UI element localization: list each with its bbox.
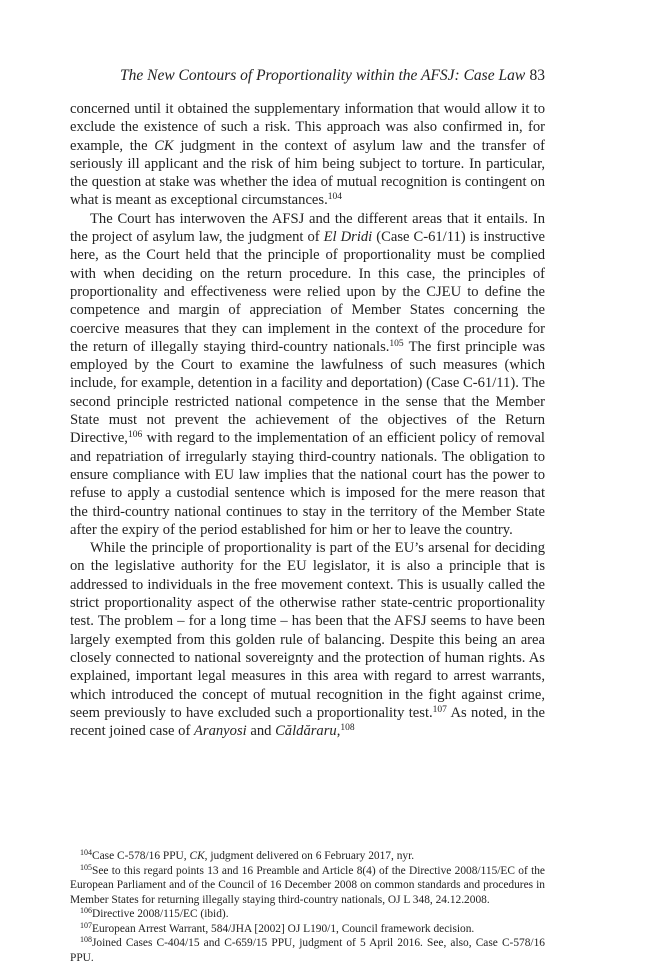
text-span: The first principle was employed by the Court to examine the lawfulness of such measures (which include, for example, detention in a facility and deportation) (Case C-61/11). The second principle restricted national competence in the sense that the Member State must not prevent the achievement of the objectives of the Return Directive, (70, 338, 545, 447)
page-number: 83 (529, 67, 545, 84)
footnote-ref-107[interactable]: 107 (432, 704, 447, 715)
footnote-107 (70, 922, 545, 937)
text-span: , (336, 723, 341, 740)
footnotes (70, 849, 545, 965)
text-span: While the principle of proportionality is part of the EU’s arsenal for deciding on the legislative authority for the EU legislator, it is also a principle that is addressed to individuals in the free movement context. This is usually called the strict proportionality aspect of the otherwise rather state-centric proportionality test. The problem – for a long time – has been that the AFSJ seems to have been largely exempted from this golden rule of balancing. Despite this being an area closely connected to national sovereignty and the protection of human rights. As explained, important legal measures in this area with regard to arrest warrants, which introduced the concept of mutual recognition in the fight against crime, seem previously to have excluded such a proportionality test. (70, 540, 545, 721)
case-name-ck: CK (154, 137, 174, 154)
footnote-case-name: CK (189, 850, 205, 862)
footnote-number: 108 (80, 935, 92, 944)
paragraph-2 (70, 210, 545, 539)
footnote-text: See to this regard points 13 and 16 Preamble and Article 8(4) of the Directive 2008/115/EC of the European Parliament and of the Council of 16 December 2008 on common standards and procedures in Member States for returning illegally staying third-country nationals, OJ L 348, 24.12.2008. (70, 864, 545, 906)
case-name-aranyosi: Aranyosi (193, 723, 247, 740)
text-span: The Court has interwoven the AFSJ and the different areas that it entails. In the project of asylum law, the judgment of (70, 210, 545, 246)
footnote-number: 107 (80, 920, 92, 930)
running-title: The New Contours of Proportionality within the AFSJ: Case Law (120, 67, 526, 84)
paragraph-3 (70, 539, 545, 740)
running-header (120, 65, 545, 87)
text-span: judgment in the context of asylum law and the transfer of seriously ill applicant and the risk of him being subject to torture. In particular, the question at stake was whether the idea of mutual recognition is contingent on what is meant as exceptional circumstances. (70, 137, 545, 209)
text-span: (Case C-61/11) is instructive here, as the Court held that the principle of proportionality must be complied with when deciding on the return procedure. In this case, the principles of proportionality and effectiveness were relied upon by the CJEU to define the competence and margin of appreciation of Member States concerning the coercive measures that they can implement in the context of the procedure for the return of illegally staying third-country nationals. (70, 229, 545, 355)
text-span: with regard to the implementation of an efficient policy of removal and repatriation of irregularly staying third-country nationals. The obligation to ensure compliance with EU law implies that the national court has the power to refuse to apply a custodial sentence which is imposed for the mere reason that the third-country national continues to stay in the territory of the Member State after the expiry of the period established for him or her to leave the country. (70, 430, 545, 538)
main-text (70, 100, 545, 740)
footnote-ref-105[interactable]: 105 (389, 338, 404, 349)
footnote-text: Joined Cases C-404/15 and C-659/15 PPU, judgment of 5 April 2016. See, also, Case C-578/16 PPU. (70, 937, 545, 964)
footnote-ref-106[interactable]: 106 (127, 430, 143, 441)
footnote-ref-108[interactable]: 108 (340, 723, 355, 734)
footnote-106 (70, 907, 545, 922)
text-span: As noted, in the recent joined case of (70, 704, 545, 740)
footnote-text: Case C-578/16 PPU, (92, 850, 190, 862)
footnote-104 (70, 849, 545, 864)
paragraph-1 (70, 100, 545, 210)
footnote-number: 105 (80, 862, 92, 872)
footnote-text: , judgment delivered on 6 February 2017, nyr. (204, 850, 415, 862)
footnote-108 (70, 936, 545, 965)
case-name-el-dridi: El Dridi (323, 229, 373, 246)
footnote-text: European Arrest Warrant, 584/JHA [2002] OJ L190/1, Council framework decision. (92, 922, 475, 935)
footnote-number: 104 (80, 848, 92, 857)
text-span: concerned until it obtained the supplementary information that would allow it to exclude the existence of such a risk. This approach was also confirmed in, for example, the (70, 101, 545, 154)
footnote-105 (70, 864, 545, 908)
case-name-caldararu: Căldăraru (275, 723, 337, 740)
footnote-ref-104[interactable]: 104 (327, 192, 342, 203)
footnote-number: 106 (80, 906, 92, 915)
footnote-text: Directive 2008/115/EC (ibid). (92, 908, 229, 920)
text-span: and (246, 723, 276, 740)
